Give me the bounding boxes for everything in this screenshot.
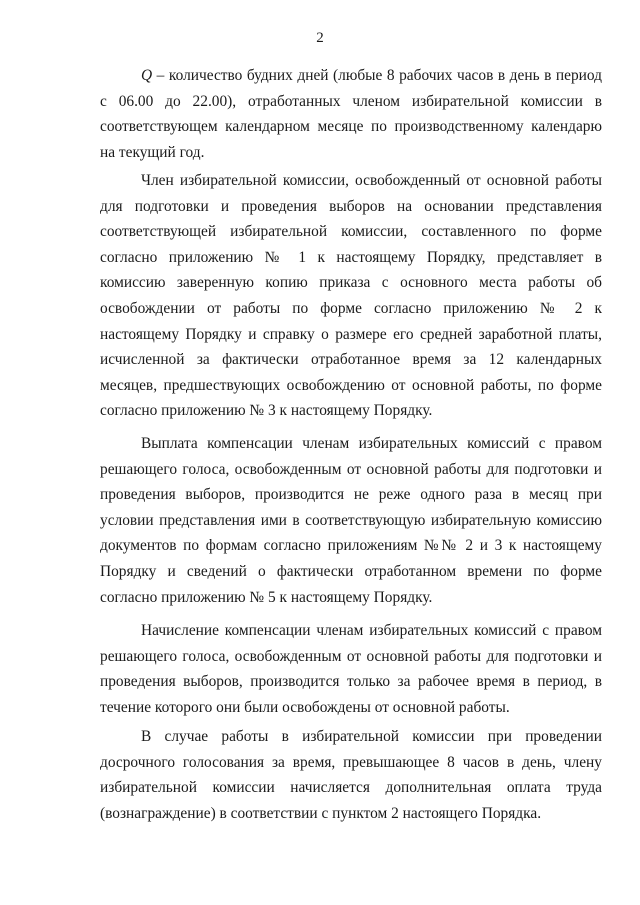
paragraph-text: – количество будних дней (любые 8 рабочих часов в день в период с 06.00 до 22.00), отработанных членом избирательной комиссии в соответствующем календарном месяце по производственному календарю на текущий год. <box>100 67 602 161</box>
page-number: 2 <box>316 30 324 46</box>
paragraph-release-documents: Член избирательной комиссии, освобожденный от основной работы для подготовки и проведения выборов на основании представления соответствующей избирательной комиссии, составленного по форме согласно приложению № 1 к настоящему Порядку, представляет в комиссию заверенную копию приказа с основного места работы об освобождении от работы по форме согласно приложению № 2 к настоящему Порядку и справку о размере его средней заработной платы, исчисленной за фактически отработанное время за 12 календарных месяцев, предшествующих освобождению от основной работы, по форме согласно приложению № 3 к настоящему Порядку. <box>100 172 602 420</box>
paragraph-early-voting: В случае работы в избирательной комиссии при проведении досрочного голосования за время, превышающее 8 часов в день, члену избирательной комиссии начисляется дополнительная оплата труда (вознаграждение) в соответствии с пунктом 2 настоящего Порядка. <box>100 728 602 822</box>
paragraph-payment-frequency: Выплата компенсации членам избирательных комиссий с правом решающего голоса, освобожденным от основной работы для подготовки и проведения выборов, производится не реже одного раза в месяц при условии представления ими в соответствующую избирательную комиссию документов по формам согласно приложениям №№ 2 и 3 к настоящему Порядку и сведений о фактически отработанном времени по форме согласно приложению № 5 к настоящему Порядку. <box>100 435 602 606</box>
paragraph-accrual: Начисление компенсации членам избирательных комиссий с правом решающего голоса, освобожденным от основной работы для подготовки и проведения выборов, производится только за рабочее время в период, в течение которого они были освобождены от основной работы. <box>100 622 602 716</box>
paragraph-q-definition <box>100 63 602 165</box>
q-variable: Q <box>141 67 153 84</box>
